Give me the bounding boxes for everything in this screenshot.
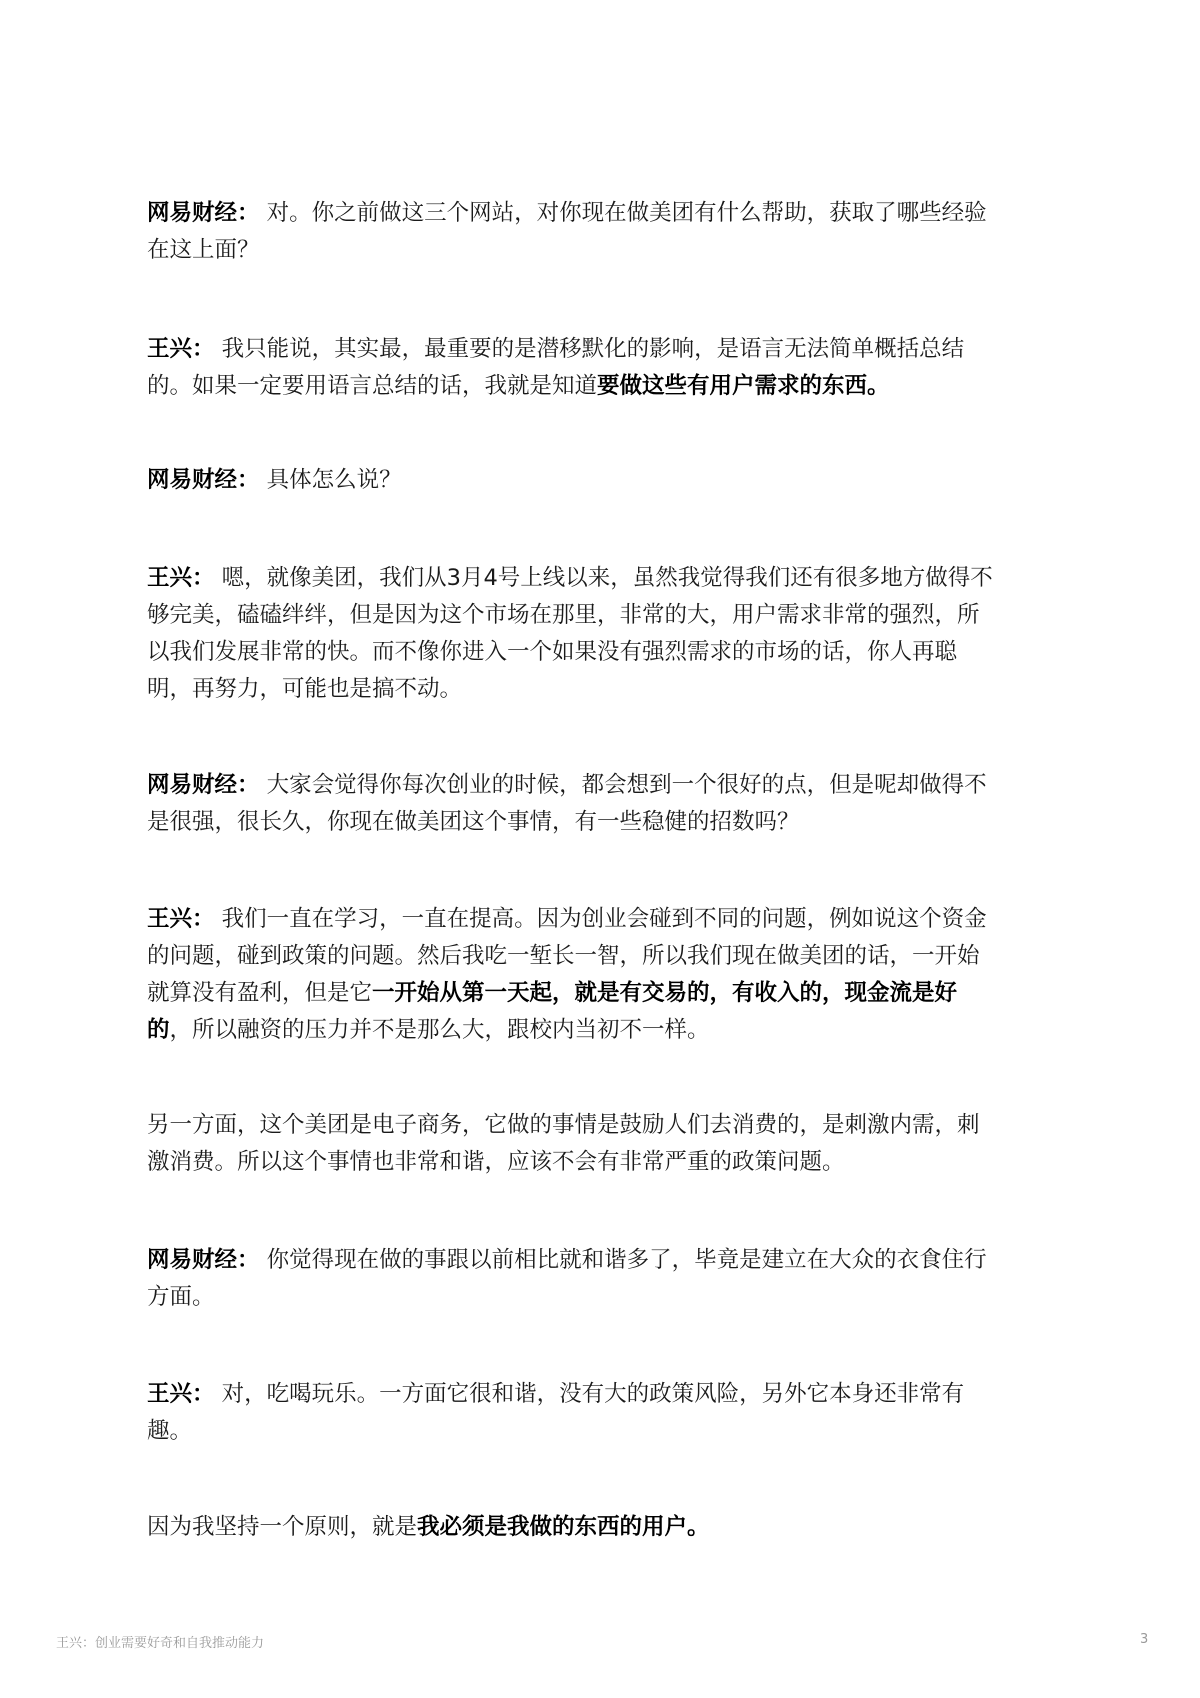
text-segment: 对，吃喝玩乐。一方面它很和谐，没有大的政策风险，另外它本身还非常有 — [214, 1381, 965, 1407]
text-line — [147, 368, 1077, 405]
bold-text: 的 — [147, 1017, 170, 1043]
text-line — [147, 938, 1077, 975]
text-segment: 大家会觉得你每次创业的时候，都会想到一个很好的点，但是呢却做得不 — [259, 772, 987, 798]
text-segment: 的问题，碰到政策的问题。然后我吃一堑长一智，所以我们现在做美团的话，一开始 — [147, 943, 980, 969]
text-line — [147, 1279, 1077, 1316]
text-segment: 就算没有盈利，但是它 — [147, 980, 373, 1006]
footer-title: 王兴：创业需要好奇和自我推动能力 — [56, 1636, 265, 1651]
paragraph — [147, 1242, 1077, 1316]
paragraph — [147, 560, 1077, 708]
text-line — [147, 195, 1077, 232]
bold-text: 王兴： — [147, 1381, 215, 1407]
text-line — [147, 634, 1077, 671]
text-segment: 具体怎么说？ — [259, 467, 402, 493]
text-segment: 是很强，很长久，你现在做美团这个事情，有一些稳健的招数吗？ — [147, 809, 800, 835]
text-segment: ，所以融资的压力并不是那么大，跟校内当初不一样。 — [169, 1017, 710, 1043]
text-segment: 嗯，就像美团，我们从3月4号上线以来，虽然我觉得我们还有很多地方做得不 — [214, 565, 993, 591]
bold-text: 王兴： — [147, 565, 215, 591]
text-segment: 在这上面？ — [147, 237, 260, 263]
text-segment: 对。你之前做这三个网站，对你现在做美团有什么帮助，获取了哪些经验 — [259, 200, 987, 226]
text-line — [147, 331, 1077, 368]
text-line — [147, 1144, 1077, 1181]
text-segment: 另一方面，这个美团是电子商务，它做的事情是鼓励人们去消费的，是刺激内需，刺 — [147, 1112, 980, 1138]
text-segment: 明，再努力，可能也是搞不动。 — [147, 676, 463, 702]
bold-text: 一开始从第一天起，就是有交易的，有收入的，现金流是好 — [372, 980, 958, 1006]
text-line — [147, 767, 1077, 804]
text-line — [147, 597, 1077, 634]
text-line — [147, 1242, 1077, 1279]
text-line — [147, 232, 1077, 269]
text-line — [147, 975, 1077, 1012]
text-line — [147, 1012, 1077, 1049]
text-line — [147, 1413, 1077, 1450]
bold-text: 王兴： — [147, 906, 215, 932]
paragraph — [147, 901, 1077, 1049]
text-segment: 以我们发展非常的快。而不像你进入一个如果没有强烈需求的市场的话，你人再聪 — [147, 639, 958, 665]
paragraph — [147, 195, 1077, 269]
text-line — [147, 462, 1077, 499]
bold-text: 网易财经： — [147, 772, 260, 798]
text-segment: 方面。 — [147, 1284, 215, 1310]
paragraph — [147, 1509, 1077, 1546]
text-segment: 的。如果一定要用语言总结的话，我就是知道 — [147, 373, 598, 399]
paragraph — [147, 1376, 1077, 1450]
bold-text: 要做这些有用户需求的东西。 — [597, 373, 890, 399]
bold-text: 我必须是我做的东西的用户。 — [417, 1514, 710, 1540]
paragraph — [147, 767, 1077, 841]
text-line — [147, 560, 1077, 597]
text-segment: 趣。 — [147, 1418, 193, 1444]
text-segment: 你觉得现在做的事跟以前相比就和谐多了，毕竟是建立在大众的衣食住行 — [259, 1247, 987, 1273]
text-line — [147, 901, 1077, 938]
paragraph — [147, 1107, 1077, 1181]
text-line — [147, 1107, 1077, 1144]
paragraph — [147, 462, 1077, 499]
text-segment: 我只能说，其实最，最重要的是潜移默化的影响，是语言无法简单概括总结 — [214, 336, 965, 362]
text-segment: 我们一直在学习，一直在提高。因为创业会碰到不同的问题，例如说这个资金 — [214, 906, 987, 932]
text-segment: 因为我坚持一个原则，就是 — [147, 1514, 418, 1540]
text-segment: 激消费。所以这个事情也非常和谐，应该不会有非常严重的政策问题。 — [147, 1149, 845, 1175]
bold-text: 网易财经： — [147, 467, 260, 493]
bold-text: 王兴： — [147, 336, 215, 362]
bold-text: 网易财经： — [147, 1247, 260, 1273]
text-line — [147, 804, 1077, 841]
text-line — [147, 1376, 1077, 1413]
text-segment: 够完美，磕磕绊绊，但是因为这个市场在那里，非常的大，用户需求非常的强烈，所 — [147, 602, 980, 628]
text-line — [147, 671, 1077, 708]
bold-text: 网易财经： — [147, 200, 260, 226]
paragraph — [147, 331, 1077, 405]
page-number: 3 — [1140, 1632, 1149, 1647]
text-line — [147, 1509, 1077, 1546]
